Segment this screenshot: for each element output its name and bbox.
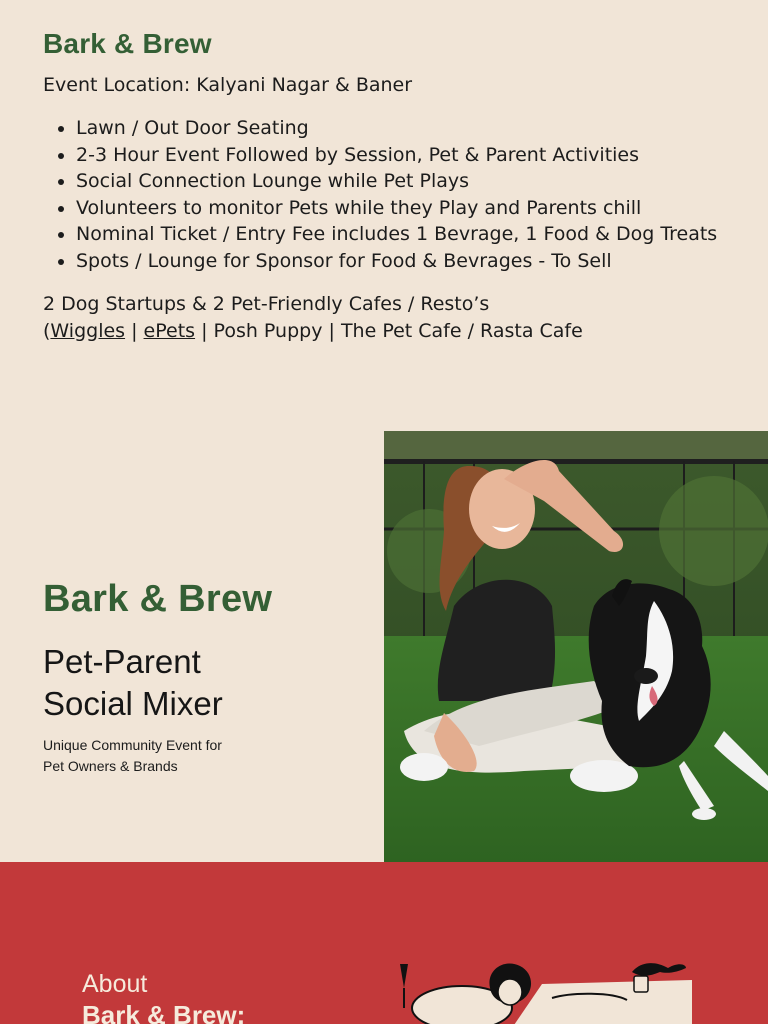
about-brand: Bark & Brew: [82, 1000, 246, 1024]
event-details [43, 28, 743, 345]
hero-tagline [43, 735, 373, 777]
feature-list [43, 115, 743, 275]
open-paren: ( [43, 319, 51, 342]
hero-subtitle-line1: Pet-Parent [43, 643, 201, 680]
feature-item: • Lawn / Out Door Seating [76, 115, 743, 142]
hero-text [43, 578, 373, 777]
partner-separator: | [125, 319, 144, 342]
feature-item: • Volunteers to monitor Pets while they Play and Parents chill [76, 195, 743, 222]
hero-photo [384, 431, 768, 862]
partners-intro: 2 Dog Startups & 2 Pet-Friendly Cafes / Resto’s [43, 292, 490, 315]
hero-tagline-line2: Pet Owners & Brands [43, 758, 178, 774]
about-illustration [392, 958, 692, 1024]
woman-with-dog-photo-icon [384, 431, 768, 862]
woman-reading-illustration-icon [392, 958, 692, 1024]
epets-link[interactable]: ePets [143, 319, 196, 342]
feature-item: • Social Connection Lounge while Pet Plays [76, 168, 743, 195]
feature-item: • Spots / Lounge for Sponsor for Food & Bevrages - To Sell [76, 248, 743, 275]
feature-item: • Nominal Ticket / Entry Fee includes 1 Bevrage, 1 Food & Dog Treats [76, 221, 743, 248]
about-label: About [82, 970, 148, 998]
about-heading [82, 970, 245, 1024]
partners-rest: | Posh Puppy | The Pet Cafe / Rasta Cafe [195, 319, 583, 342]
event-location: Event Location: Kalyani Nagar & Baner [43, 74, 413, 96]
about-section [0, 862, 768, 1024]
hero-subtitle [43, 641, 373, 725]
feature-item: • 2-3 Hour Event Followed by Session, Pet & Parent Activities [76, 142, 743, 169]
brand-title: Bark & Brew [43, 28, 212, 59]
hero-tagline-line1: Unique Community Event for [43, 737, 222, 753]
partners-list [43, 318, 743, 345]
hero-subtitle-line2: Social Mixer [43, 685, 223, 722]
wiggles-link[interactable]: Wiggles [50, 319, 126, 342]
hero-brand-title: Bark & Brew [43, 578, 273, 620]
